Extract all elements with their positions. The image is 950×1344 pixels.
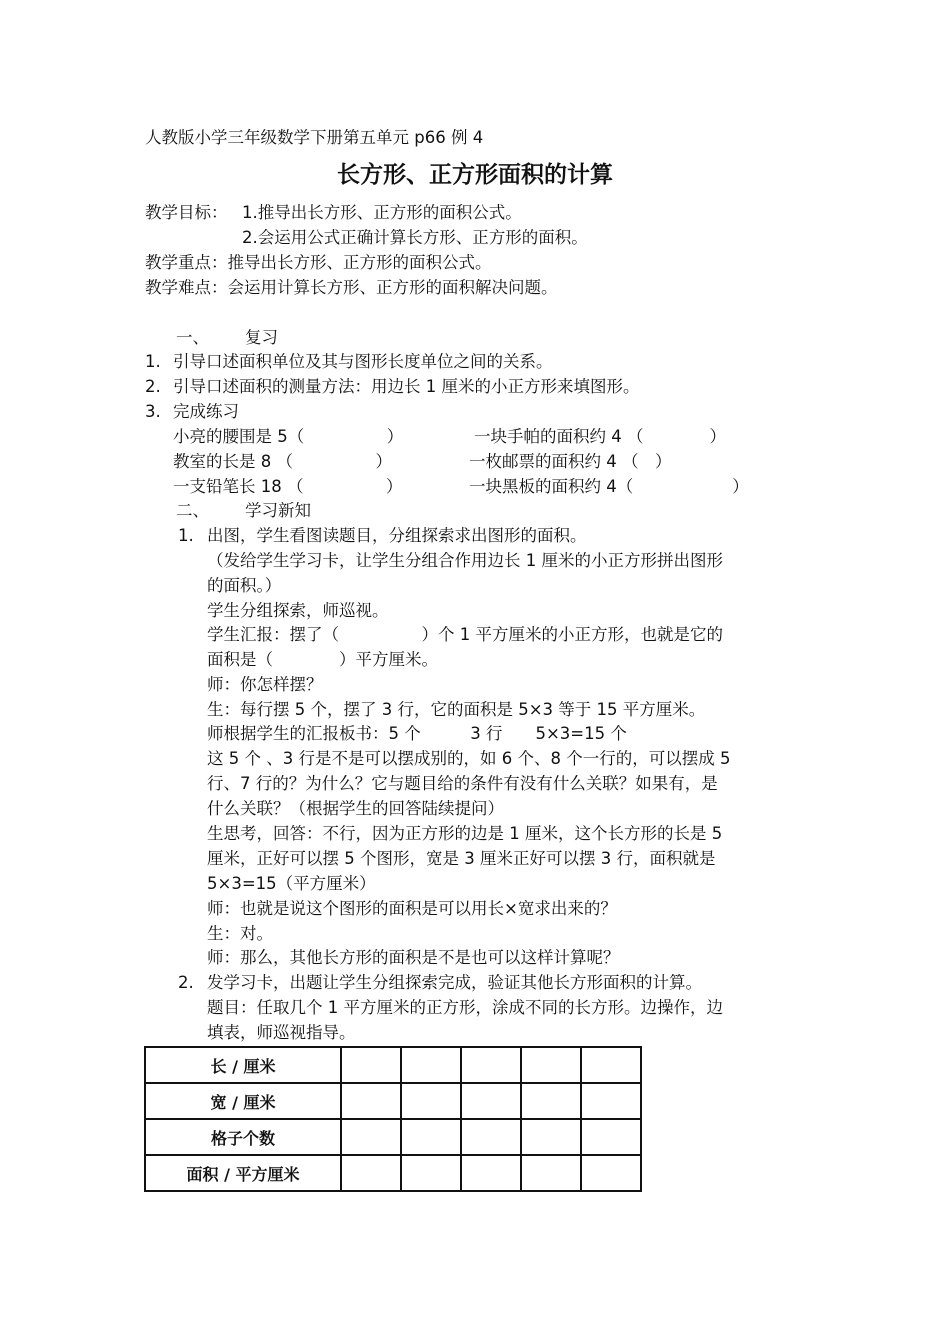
table-cell [521,1047,581,1083]
table-row [145,1155,641,1191]
worksheet-table [144,1046,642,1192]
paragraph-line: 填表，师巡视指导。 [207,1023,356,1042]
paragraph-line: 的面积。） [207,576,282,595]
goal-1: 1.推导出长方形、正方形的面积公式。 [242,203,522,222]
paragraph-line: （发给学生学习卡，让学生分组合作用边长 1 厘米的小正方形拼出图形 [207,551,723,570]
row-header: 格子个数 [145,1119,341,1155]
table-cell [401,1155,461,1191]
table-cell [461,1119,521,1155]
table-cell [401,1047,461,1083]
paragraph-line: 师根据学生的汇报板书：5 个 3 行 5×3=15 个 [207,724,627,743]
paragraph-line: 面积是（ ）平方厘米。 [207,650,438,669]
row-header: 宽 / 厘米 [145,1083,341,1119]
table-cell [401,1083,461,1119]
table-cell [341,1119,401,1155]
list-item: 引导口述面积单位及其与图形长度单位之间的关系。 [173,352,553,371]
review-heading: 复习 [245,328,278,347]
key-point: 教学重点：推导出长方形、正方形的面积公式。 [145,253,492,272]
list-item: 引导口述面积的测量方法：用边长 1 厘米的小正方形来填图形。 [173,377,640,396]
paragraph-line: 什么关联？（根据学生的回答陆续提问） [207,799,504,818]
table-cell [521,1083,581,1119]
table-cell [401,1119,461,1155]
table-cell [461,1047,521,1083]
table-row [145,1119,641,1155]
exercise-right: 一块手帕的面积约 4 （ ） [474,427,726,446]
table-cell [581,1083,641,1119]
paragraph-line: 学生分组探索，师巡视。 [207,601,389,620]
document-title: 长方形、正方形面积的计算 [337,162,613,188]
table-cell [521,1119,581,1155]
exercise-left: 一支铅笔长 18 （ ） [173,477,403,496]
paragraph-line: 出图，学生看图读题目，分组探索求出图形的面积。 [207,526,587,545]
exercise-left: 小亮的腰围是 5（ ） [173,427,404,446]
paragraph-line: 行、7 行的？为什么？它与题目给的条件有没有什么关联？如果有，是 [207,774,718,793]
paragraph-line: 这 5 个 、3 行是不是可以摆成别的，如 6 个、8 个一行的，可以摆成 5 [207,749,731,768]
paragraph-line: 师：那么，其他长方形的面积是不是也可以这样计算呢？ [207,948,620,967]
exercise-right: 一块黑板的面积约 4（ ） [469,477,749,496]
exercise-right: 一枚邮票的面积约 4 （ ） [469,452,672,471]
table-cell [581,1119,641,1155]
step-number: 2. [178,973,194,992]
table-cell [341,1047,401,1083]
new-knowledge-heading: 学习新知 [245,501,311,520]
exercise-left: 教室的长是 8 （ ） [173,452,392,471]
table-cell [581,1155,641,1191]
list-item: 完成练习 [173,402,239,421]
row-header: 面积 / 平方厘米 [145,1155,341,1191]
paragraph-line: 生思考，回答：不行，因为正方形的边是 1 厘米，这个长方形的长是 5 [207,824,723,843]
new-knowledge-section-number: 二、 [176,501,209,520]
table-cell [341,1155,401,1191]
list-item-number: 2. [145,377,161,396]
paragraph-line: 师：你怎样摆？ [207,675,323,694]
paragraph-line: 5×3=15（平方厘米） [207,874,376,893]
paragraph-line: 学生汇报：摆了（ ）个 1 平方厘米的小正方形，也就是它的 [207,625,723,644]
list-item-number: 1. [145,352,161,371]
table-cell [521,1155,581,1191]
paragraph-line: 生：每行摆 5 个，摆了 3 行，它的面积是 5×3 等于 15 平方厘米。 [207,700,706,719]
paragraph-line: 厘米，正好可以摆 5 个图形，宽是 3 厘米正好可以摆 3 行，面积就是 [207,849,716,868]
table-row [145,1047,641,1083]
paragraph-line: 师：也就是说这个图形的面积是可以用长×宽求出来的？ [207,899,617,918]
table-cell [461,1083,521,1119]
table-cell [581,1047,641,1083]
paragraph-line: 生：对。 [207,924,273,943]
row-header: 长 / 厘米 [145,1047,341,1083]
step-number: 1. [178,526,194,545]
paragraph-line: 题目：任取几个 1 平方厘米的正方形，涂成不同的长方形。边操作，边 [207,998,723,1017]
difficulty: 教学难点：会运用计算长方形、正方形的面积解决问题。 [145,278,558,297]
goal-label: 教学目标： [145,203,228,222]
paragraph-line: 发学习卡，出题让学生分组探索完成，验证其他长方形面积的计算。 [207,973,702,992]
table-row [145,1083,641,1119]
table-cell [341,1083,401,1119]
document-subtitle: 人教版小学三年级数学下册第五单元 p66 例 4 [145,128,484,147]
goal-2: 2.会运用公式正确计算长方形、正方形的面积。 [242,228,588,247]
review-section-number: 一、 [176,328,209,347]
table-cell [461,1155,521,1191]
list-item-number: 3. [145,402,161,421]
